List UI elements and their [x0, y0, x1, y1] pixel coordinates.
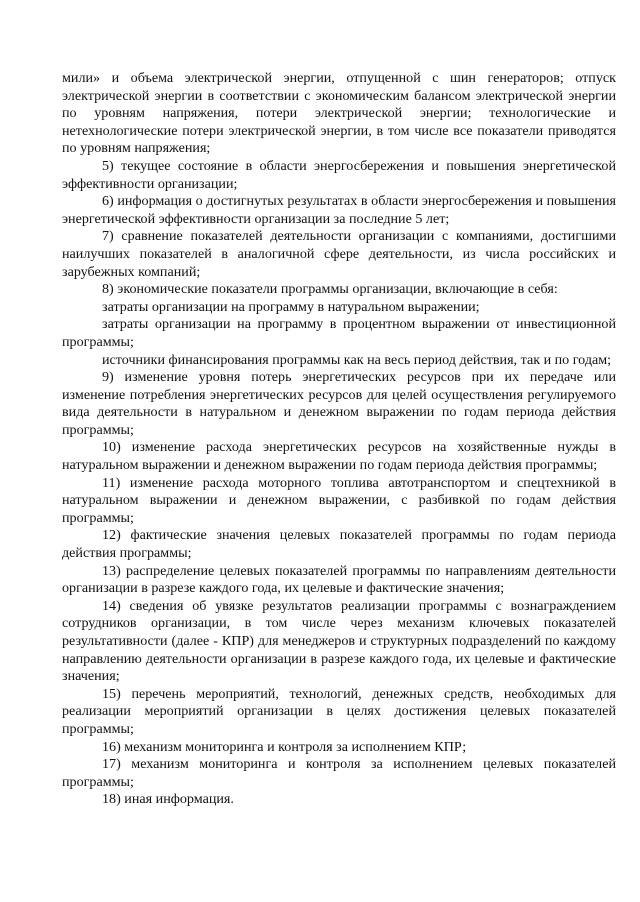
paragraph-continuation: мили» и объема электрической энергии, отпущенной с шин генераторов; отпуск электрической энергии в соответствии с экономическим балансом электрической энергии по уровням напряжения, потери электрической энергии; технологические и нетехнологические потери электрической энергии, в том числе все показатели приводятся по уровням напряжения;	[62, 70, 616, 157]
list-item-10: 10) изменение расхода энергетических ресурсов на хозяйственные нужды в натуральном выражении и денежном выражении по годам периода действия программы;	[62, 439, 616, 474]
list-subitem-percent-costs: затраты организации на программу в процентном выражении от инвестиционной программы;	[62, 316, 616, 350]
list-subitem-natural-costs: затраты организации на программу в натуральном выражении;	[102, 298, 480, 315]
document-page	[62, 70, 616, 809]
list-item-9: 9) изменение уровня потерь энергетических ресурсов при их передаче или изменение потребления энергетических ресурсов для целей осуществления регулируемого вида деятельности в натуральном и денежном выражении по годам периода действия программы;	[62, 369, 616, 438]
list-item-6: 6) информация о достигнутых результатах в области энергосбережения и повышения энергетической эффективности организации за последние 5 лет;	[62, 193, 616, 227]
list-item-14: 14) сведения об увязке результатов реализации программы с вознаграждением сотрудников организации, в том числе через механизм ключевых показателей результативности (далее - КПР) для менеджеров и структурных подразделений по каждому направлению деятельности организации в разрезе каждого года, их целевые и фактические значения;	[62, 597, 616, 685]
list-item-18: 18) иная информация.	[102, 791, 234, 808]
list-item-13: 13) распределение целевых показателей программы по направлениям деятельности организации в разрезе каждого года, их целевые и фактические значения;	[62, 562, 616, 597]
list-item-12: 12) фактические значения целевых показателей программы по годам периода действия программы;	[62, 527, 616, 562]
list-item-8: 8) экономические показатели программы организации, включающие в себя:	[102, 281, 558, 298]
list-item-16: 16) механизм мониторинга и контроля за исполнением КПР;	[102, 738, 467, 755]
list-item-17: 17) механизм мониторинга и контроля за исполнением целевых показателей программы;	[62, 756, 616, 790]
list-item-7: 7) сравнение показателей деятельности организации с компаниями, достигшими наилучших показателей в аналогичной сфере деятельности, из числа российских и зарубежных компаний;	[62, 228, 616, 280]
list-item-15: 15) перечень мероприятий, технологий, денежных средств, необходимых для реализации мероприятий организации в целях достижения целевых показателей программы;	[62, 685, 616, 737]
list-item-11: 11) изменение расхода моторного топлива автотранспортом и спецтехникой в натуральном выражении и денежном выражении, с разбивкой по годам действия программы;	[62, 474, 616, 526]
list-subitem-funding-sources: источники финансирования программы как на весь период действия, так и по годам;	[102, 351, 612, 368]
list-item-5: 5) текущее состояние в области энергосбережения и повышения энергетической эффективности организации;	[62, 157, 616, 192]
